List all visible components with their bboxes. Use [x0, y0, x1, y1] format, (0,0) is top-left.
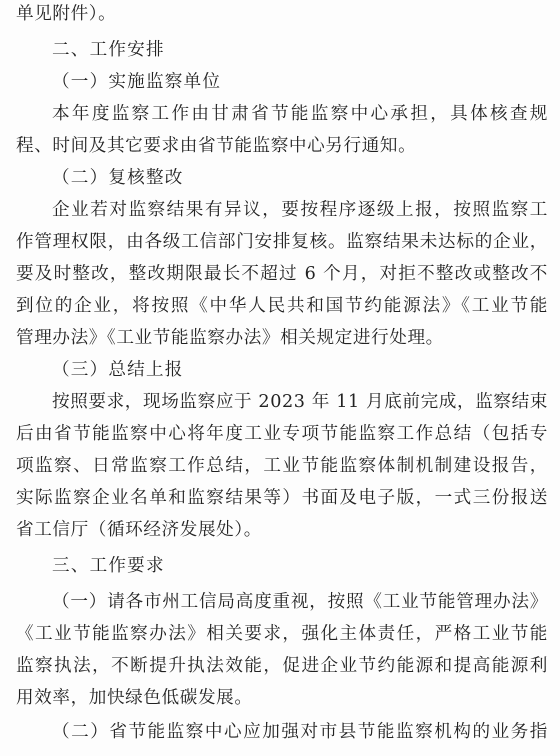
- paragraph-line: 《工业节能监察办法》相关要求，强化主体责任，严格工业节能: [16, 624, 548, 644]
- paragraph-line: 本年度监察工作由甘肃省节能监察中心承担，具体核查规: [52, 104, 548, 124]
- paragraph-line: 用效率，加快绿色低碳发展。: [16, 688, 253, 708]
- paragraph-line: （一）请各市州工信局高度重视，按照《工业节能管理办法》: [52, 592, 548, 612]
- paragraph-line: 省工信厅（循环经济发展处）。: [16, 520, 262, 540]
- paragraph-line: 企业若对监察结果有异议，要按程序逐级上报，按照监察工: [52, 200, 548, 220]
- paragraph-line: 按照要求，现场监察应于 2023 年 11 月底前完成，监察结束: [52, 392, 548, 412]
- paragraph-line: 监察执法，不断提升执法效能，促进企业节约能源和提高能源利: [16, 656, 548, 676]
- paragraph-line: 到位的企业，将按照《中华人民共和国节约能源法》《工业节能: [16, 296, 548, 316]
- paragraph-line: 后由省节能监察中心将年度工业专项节能监察工作总结（包括专: [16, 424, 548, 444]
- subheading-review-rectification: （二）复核整改: [52, 168, 184, 188]
- paragraph-line: 程、时间及其它要求由省节能监察中心另行通知。: [16, 136, 417, 156]
- subheading-implementing-unit: （一）实施监察单位: [52, 72, 222, 92]
- paragraph-line: 要及时整改，整改期限最长不超过 6 个月，对拒不整改或整改不: [16, 264, 548, 284]
- paragraph-line: 作管理权限，由各级工信部门安排复核。监察结果未达标的企业，: [16, 232, 548, 252]
- paragraph-line: （二）省节能监察中心应加强对市县节能监察机构的业务指: [52, 722, 548, 742]
- paragraph-line: 管理办法》《工业节能监察办法》相关规定进行处理。: [16, 328, 444, 348]
- paragraph-line: 实际监察企业名单和监察结果等）书面及电子版，一式三份报送: [16, 488, 548, 508]
- paragraph-line: 单见附件）。: [16, 4, 117, 24]
- paragraph-line: 项监察、日常监察工作总结，工业节能监察体制机制建设报告，: [16, 456, 548, 476]
- subheading-summary-report: （三）总结上报: [52, 360, 184, 380]
- section-heading-work-arrangement: 二、工作安排: [52, 40, 165, 60]
- section-heading-work-requirements: 三、工作要求: [52, 556, 165, 576]
